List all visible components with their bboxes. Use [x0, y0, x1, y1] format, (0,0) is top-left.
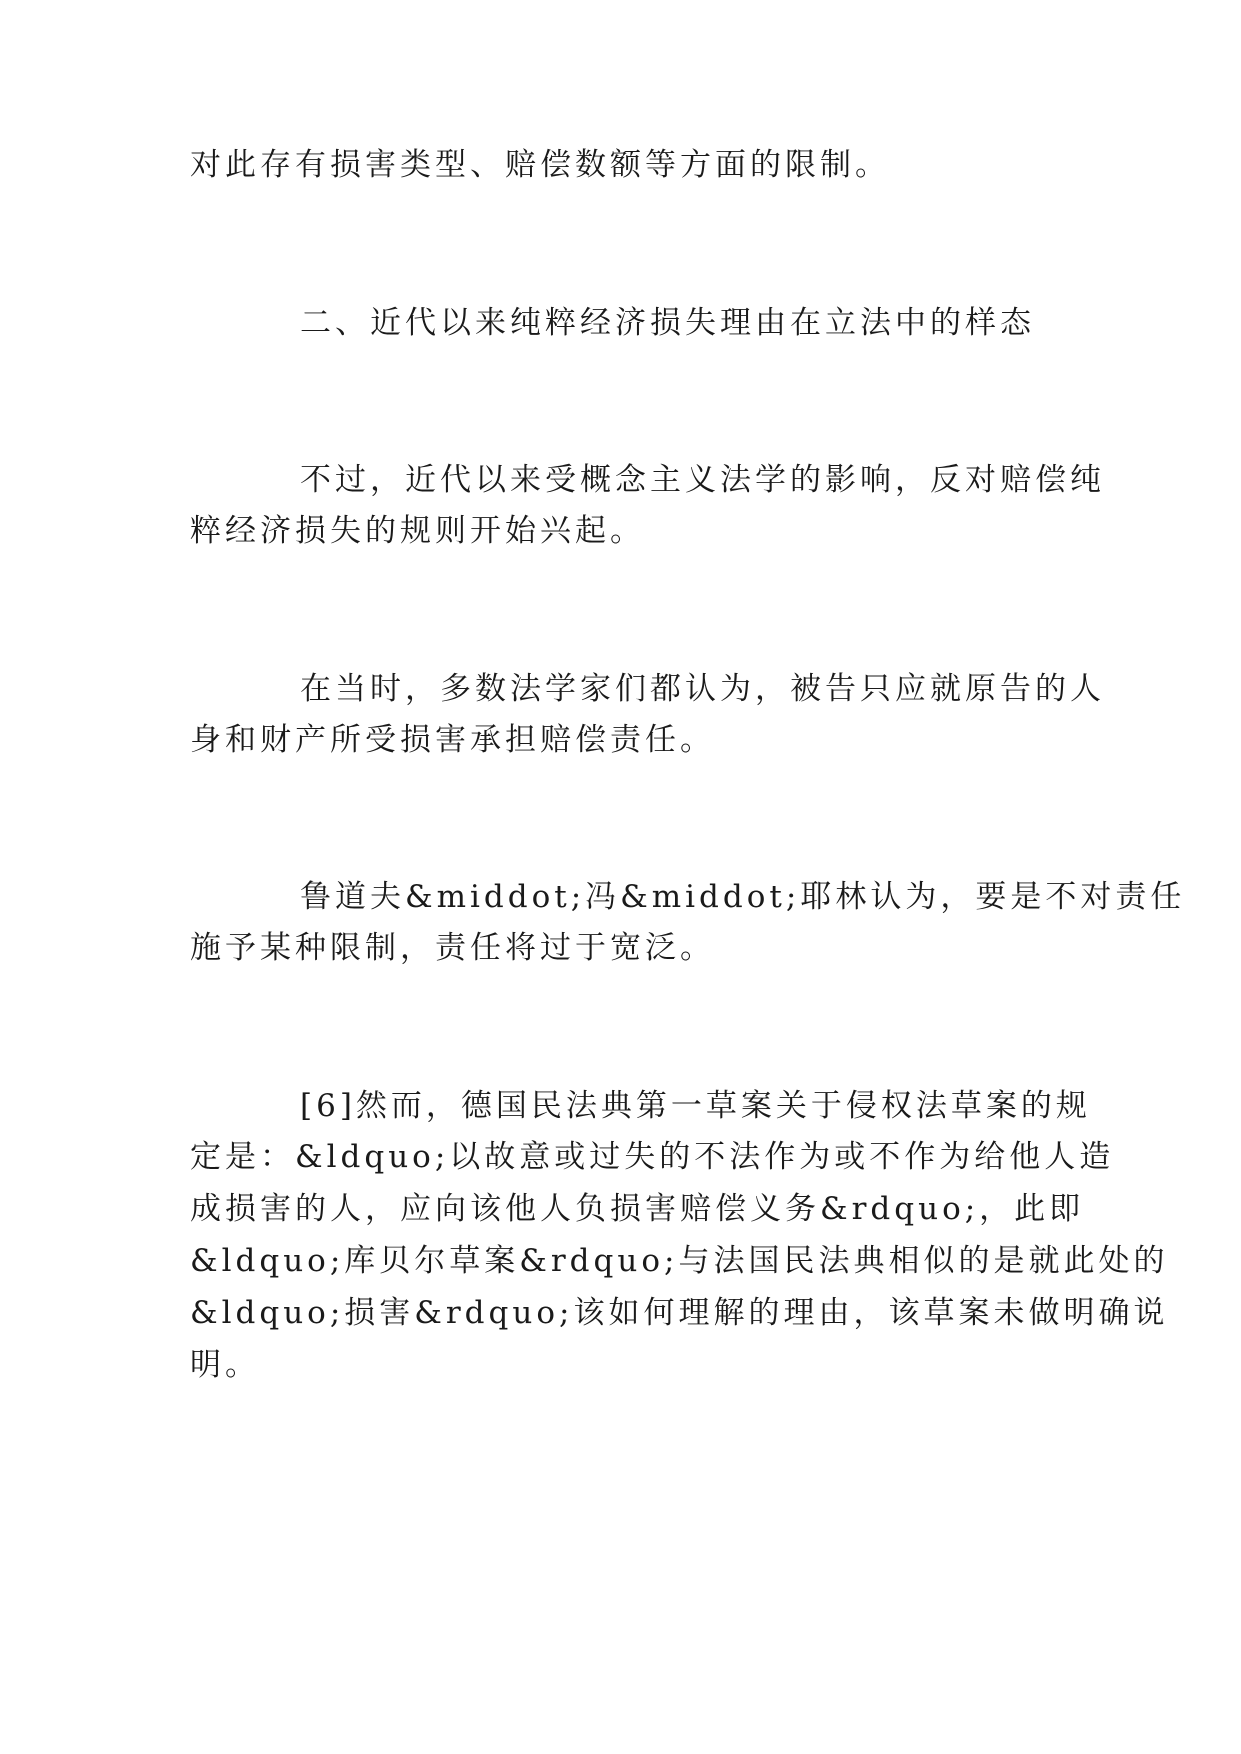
section-heading: 二、近代以来纯粹经济损失理由在立法中的样态 — [300, 305, 1035, 341]
paragraph-4-line-2: 施予某种限制，责任将过于宽泛。 — [190, 930, 715, 966]
paragraph-5-line-1: [6]然而，德国民法典第一草案关于侵权法草案的规 — [300, 1088, 1091, 1124]
paragraph-5-line-6: 明。 — [190, 1347, 260, 1383]
paragraph-5-line-4: &ldquo;库贝尔草案&rdquo;与法国民法典相似的是就此处的 — [190, 1243, 1169, 1279]
paragraph-4-line-1: 鲁道夫&middot;冯&middot;耶林认为，要是不对责任 — [300, 879, 1186, 915]
paragraph-5-line-2: 定是：&ldquo;以故意或过失的不法作为或不作为给他人造 — [190, 1139, 1115, 1175]
paragraph-3-line-1: 在当时，多数法学家们都认为，被告只应就原告的人 — [300, 671, 1105, 707]
paragraph-3-line-2: 身和财产所受损害承担赔偿责任。 — [190, 722, 715, 758]
paragraph-5-line-5: &ldquo;损害&rdquo;该如何理解的理由，该草案未做明确说 — [190, 1295, 1169, 1331]
paragraph-2-line-2: 粹经济损失的规则开始兴起。 — [190, 513, 645, 549]
paragraph-1-line-1: 对此存有损害类型、赔偿数额等方面的限制。 — [190, 147, 890, 183]
paragraph-2-line-1: 不过，近代以来受概念主义法学的影响，反对赔偿纯 — [300, 462, 1105, 498]
paragraph-5-line-3: 成损害的人，应向该他人负损害赔偿义务&rdquo;，此即 — [190, 1191, 1085, 1227]
